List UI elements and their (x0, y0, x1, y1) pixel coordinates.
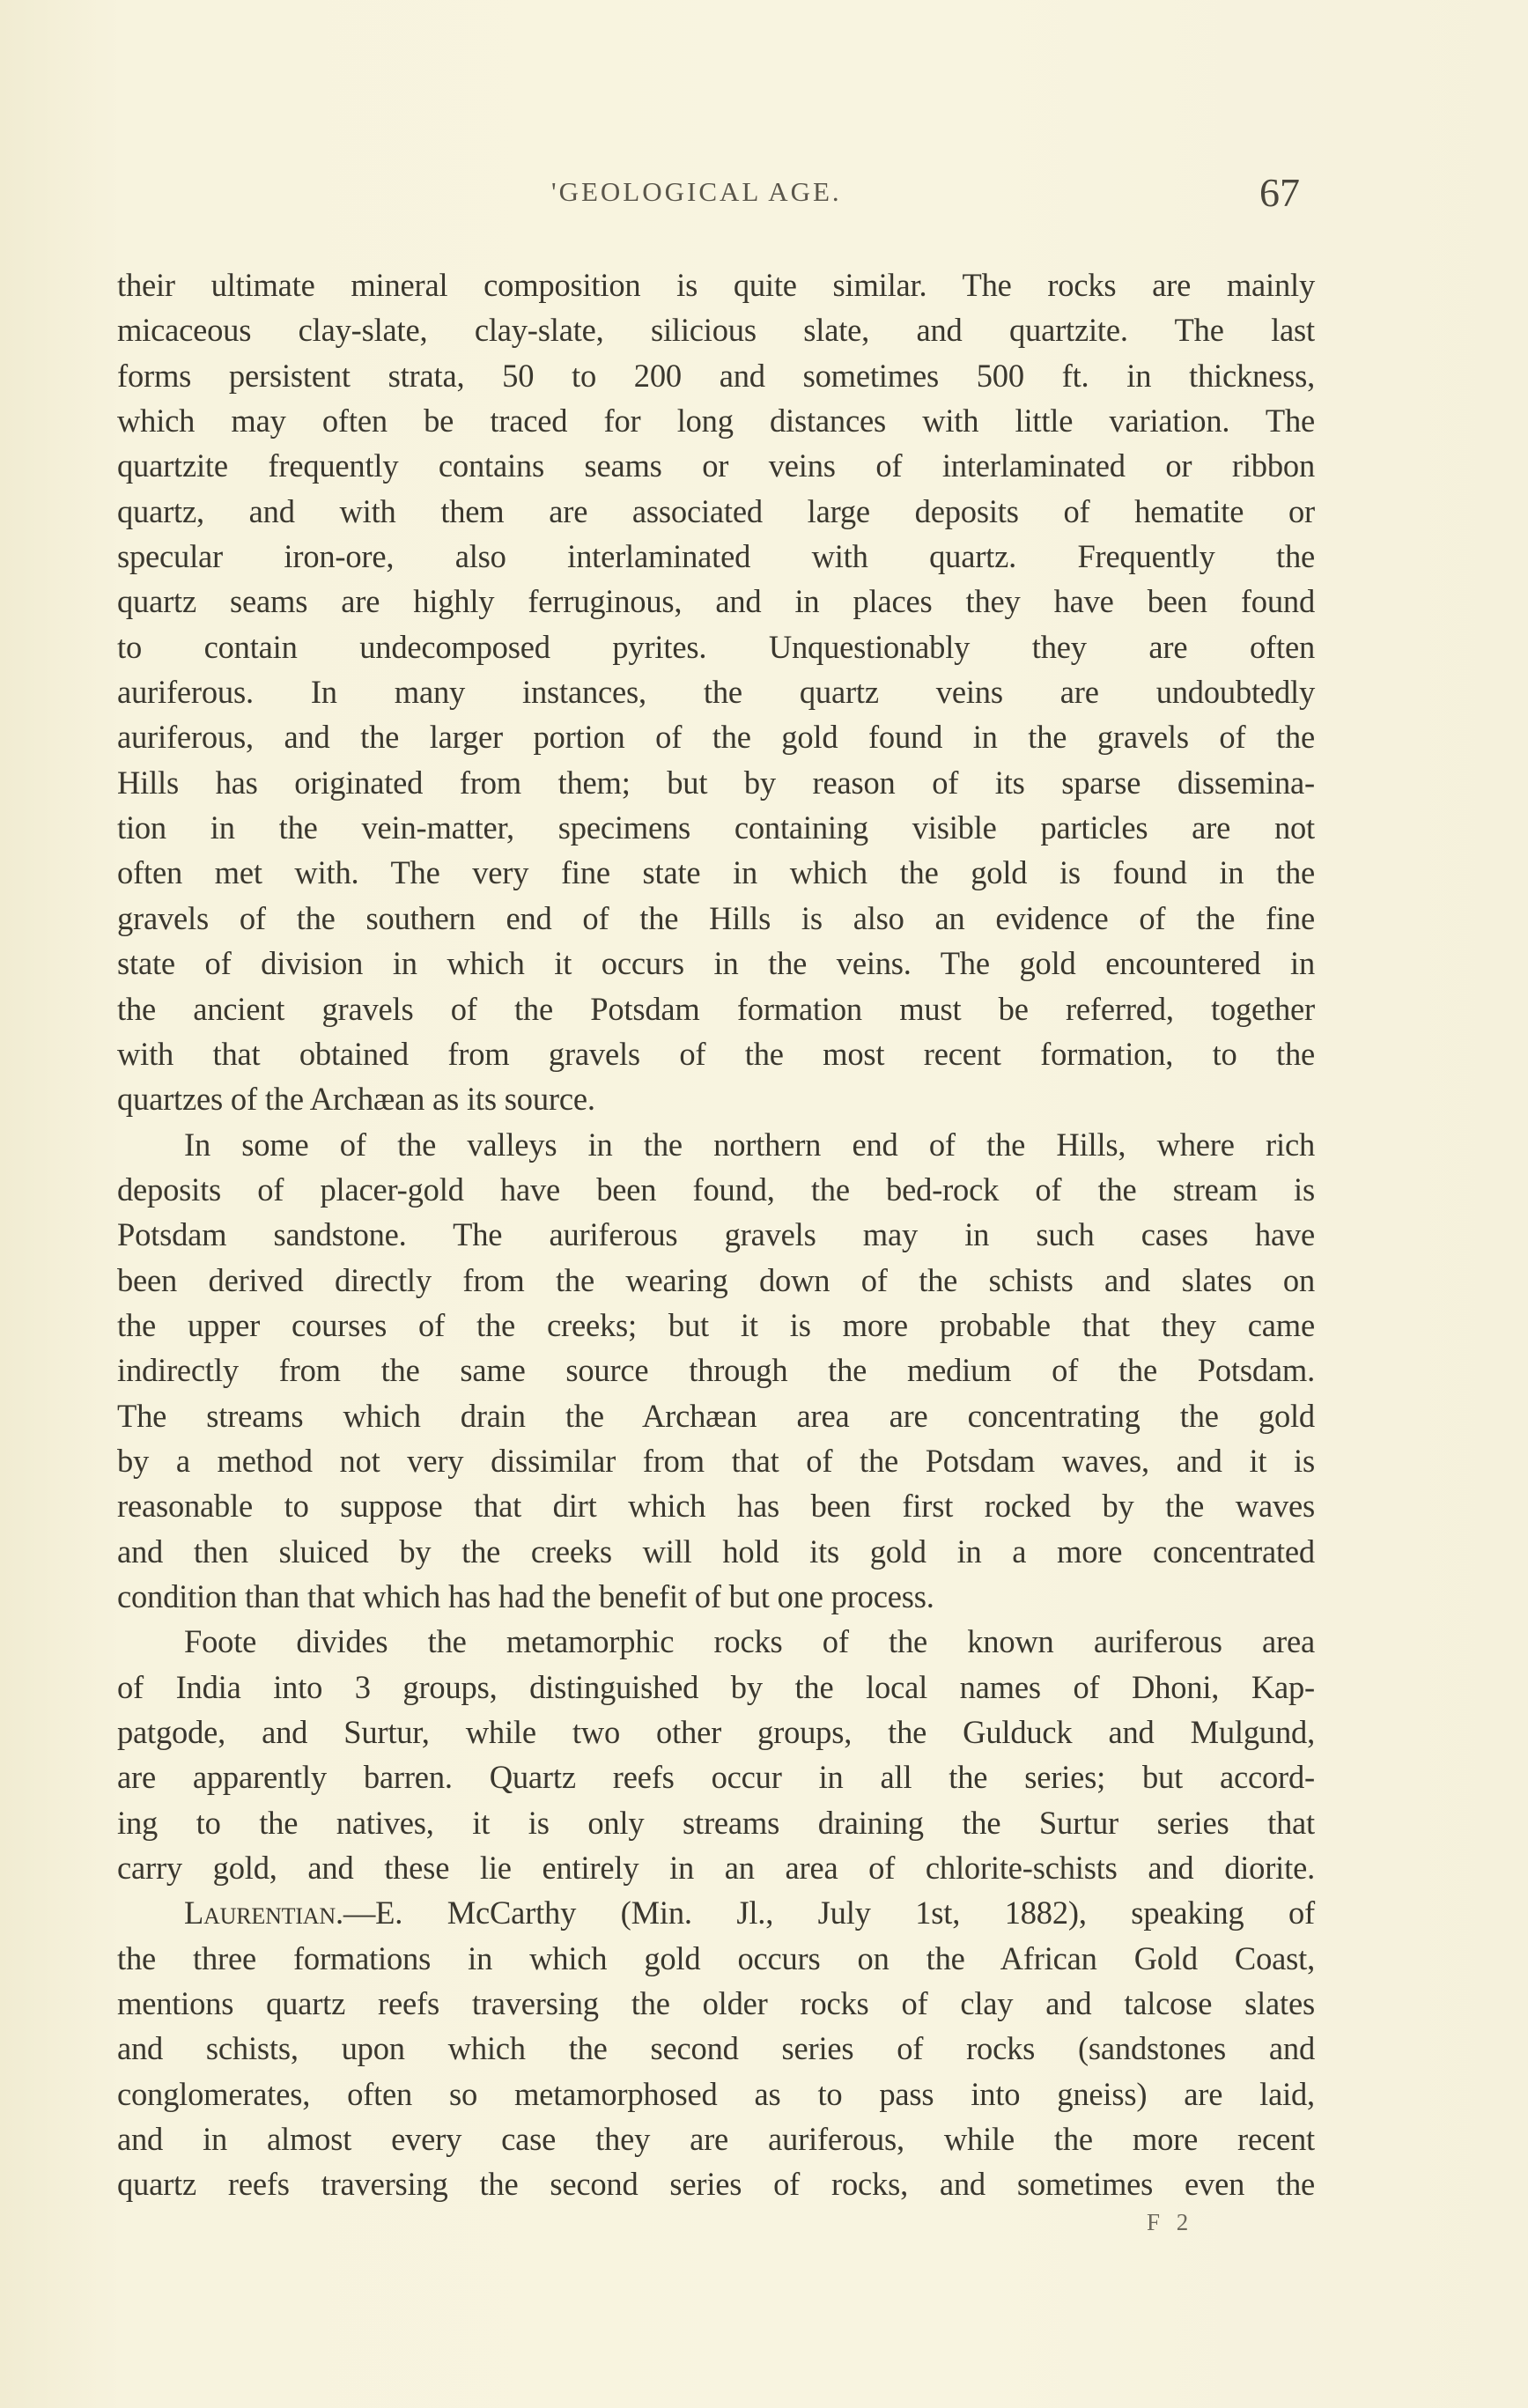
text-line: the upper courses of the creeks; but it is more probable that they came (117, 1306, 1315, 1343)
text-line: The streams which drain the Archæan area are concentrating the gold (117, 1397, 1315, 1434)
text-line: deposits of placer-gold have been found, the bed-rock of the stream is (117, 1171, 1315, 1208)
text-line: been derived directly from the wearing down of the schists and slates on (117, 1261, 1315, 1298)
page-number: 67 (1259, 170, 1300, 215)
text-line: their ultimate mineral composition is quite similar. The rocks are mainly (117, 267, 1315, 303)
text-line: micaceous clay-slate, clay-slate, silicious slate, and quartzite. The last (117, 312, 1315, 349)
text-line: condition than that which has had the benefit of but one process. (117, 1577, 934, 1614)
text-line: gravels of the southern end of the Hills is also an evidence of the fine (117, 899, 1315, 936)
text-line: ing to the natives, it is only streams draining the Surtur series that (117, 1804, 1315, 1841)
text-line: often met with. The very fine state in which the gold is found in the (117, 854, 1315, 891)
paragraph-start-line: In some of the valleys in the northern end of the Hills, where rich (184, 1126, 1315, 1163)
text-line: and then sluiced by the creeks will hold its gold in a more concentrated (117, 1533, 1315, 1570)
text-line: are apparently barren. Quartz reefs occur in all the series; but accord- (117, 1759, 1315, 1796)
text-line: quartz reefs traversing the second series of rocks, and sometimes even the (117, 2166, 1315, 2203)
text-line: quartz seams are highly ferruginous, and in places they have been found (117, 583, 1315, 620)
text-line: conglomerates, often so metamorphosed as to pass into gneiss) are laid, (117, 2075, 1315, 2112)
text-line: with that obtained from gravels of the most recent formation, to the (117, 1035, 1315, 1072)
text-line: the three formations in which gold occurs on the African Gold Coast, (117, 1939, 1315, 1976)
paragraph-start-line: Foote divides the metamorphic rocks of the known auriferous area (184, 1623, 1315, 1660)
text-line: Potsdam sandstone. The auriferous gravels may in such cases have (117, 1216, 1315, 1253)
text-line: which may often be traced for long distances with little variation. The (117, 403, 1315, 439)
text-line: by a method not very dissimilar from that of the Potsdam waves, and it is (117, 1442, 1315, 1479)
text-line: carry gold, and these lie entirely in an area of chlorite-schists and diorite. (117, 1850, 1315, 1887)
text-line: auriferous, and the larger portion of the gold found in the gravels of the (117, 719, 1315, 756)
text-line: and in almost every case they are auriferous, while the more recent (117, 2121, 1315, 2158)
text-line: and schists, upon which the second series of rocks (sandstones and (117, 2030, 1315, 2067)
running-title: 'GEOLOGICAL AGE. (551, 176, 842, 207)
text-line: Hills has originated from them; but by reason of its sparse dissemina- (117, 764, 1315, 801)
text-line: reasonable to suppose that dirt which has been first rocked by the waves (117, 1488, 1315, 1525)
text-line: auriferous. In many instances, the quartz veins are undoubtedly (117, 674, 1315, 711)
text-line: mentions quartz reefs traversing the older rocks of clay and talcose slates (117, 1985, 1315, 2022)
page-header (0, 170, 1528, 220)
section-heading: Laurentian. (184, 1895, 343, 1932)
section-heading-line (117, 1890, 1315, 1935)
signature-mark: F 2 (1147, 2209, 1194, 2235)
body-text (117, 262, 1315, 2207)
text-line: patgode, and Surtur, while two other groups, the Gulduck and Mulgund, (117, 1714, 1315, 1750)
text-line: specular iron-ore, also interlaminated with quartz. Frequently the (117, 538, 1315, 575)
text-line: forms persistent strata, 50 to 200 and sometimes 500 ft. in thickness, (117, 357, 1315, 394)
text-line: indirectly from the same source through the medium of the Potsdam. (117, 1352, 1315, 1389)
text-line: quartzite frequently contains seams or veins of interlaminated or ribbon (117, 447, 1315, 484)
text-line: of India into 3 groups, distinguished by the local names of Dhoni, Kap- (117, 1668, 1315, 1705)
text-line: state of division in which it occurs in the veins. The gold encountered in (117, 945, 1315, 982)
text-line: to contain undecomposed pyrites. Unquestionably they are often (117, 628, 1315, 665)
section-heading-text: —E. McCarthy (Min. Jl., July 1st, 1882), speaking of (343, 1895, 1315, 1932)
text-line: the ancient gravels of the Potsdam formation must be referred, together (117, 990, 1315, 1027)
text-line: quartz, and with them are associated large deposits of hematite or (117, 492, 1315, 529)
text-line: tion in the vein-matter, specimens containing visible particles are not (117, 809, 1315, 846)
text-line: quartzes of the Archæan as its source. (117, 1081, 595, 1118)
